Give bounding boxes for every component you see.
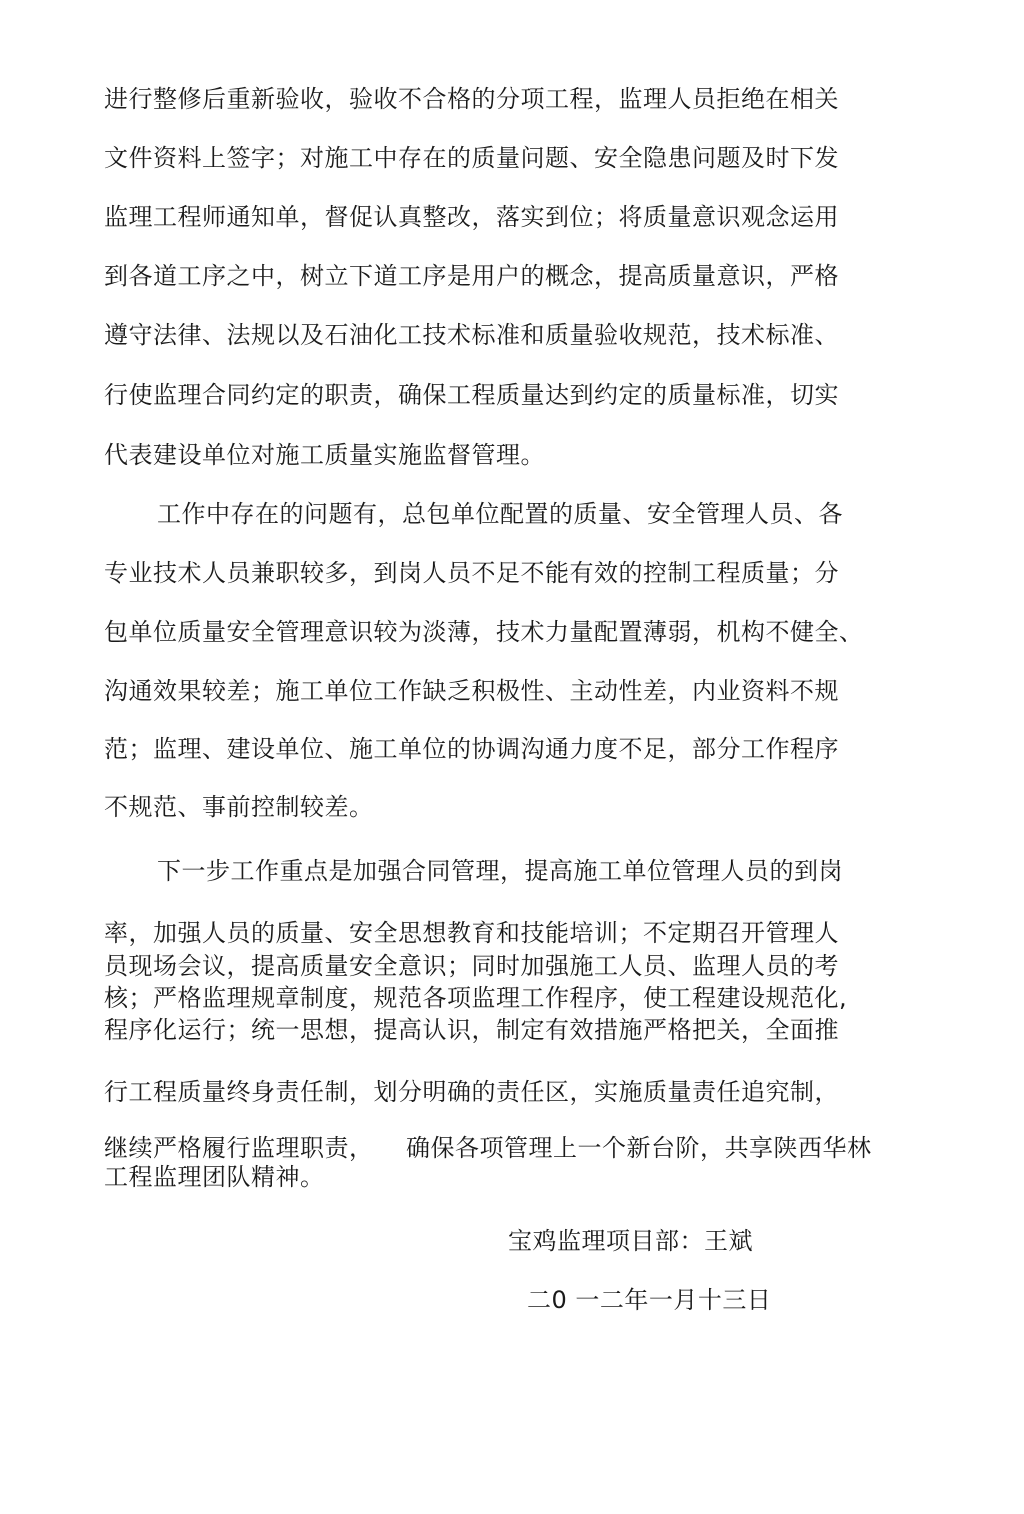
signature-date: 二0 一二年一月十三日 xyxy=(527,1286,772,1314)
text-line: 文件资料上签字；对施工中存在的质量问题、安全隐患问题及时下发 xyxy=(104,144,839,172)
text-line: 代表建设单位对施工质量实施监督管理。 xyxy=(104,441,545,469)
text-line: 程序化运行；统一思想，提高认识，制定有效措施严格把关，全面推 xyxy=(104,1016,839,1044)
text-line: 进行整修后重新验收，验收不合格的分项工程，监理人员拒绝在相关 xyxy=(104,85,839,113)
text-line: 包单位质量安全管理意识较为淡薄，技术力量配置薄弱，机构不健全、 xyxy=(104,618,864,646)
text-line: 行工程质量终身责任制，划分明确的责任区，实施质量责任追究制， xyxy=(104,1078,839,1106)
text-line: 下一步工作重点是加强合同管理，提高施工单位管理人员的到岗 xyxy=(157,857,843,885)
text-line: 工作中存在的问题有，总包单位配置的质量、安全管理人员、各 xyxy=(157,500,843,528)
text-line: 遵守法律、法规以及石油化工技术标准和质量验收规范，技术标准、 xyxy=(104,321,839,349)
text-line: 行使监理合同约定的职责，确保工程质量达到约定的质量标准，切实 xyxy=(104,381,839,409)
text-line: 工程监理团队精神。 xyxy=(104,1163,325,1191)
text-line: 继续严格履行监理职责， 确保各项管理上一个新台阶，共享陕西华林 xyxy=(104,1134,872,1162)
text-line: 不规范、事前控制较差。 xyxy=(104,793,374,821)
text-line: 监理工程师通知单，督促认真整改，落实到位；将质量意识观念运用 xyxy=(104,203,839,231)
text-line: 核；严格监理规章制度，规范各项监理工作程序，使工程建设规范化, xyxy=(104,984,848,1012)
text-line: 范；监理、建设单位、施工单位的协调沟通力度不足，部分工作程序 xyxy=(104,735,839,763)
signature-author: 宝鸡监理项目部：王斌 xyxy=(508,1227,753,1255)
text-line: 沟通效果较差；施工单位工作缺乏积极性、主动性差，内业资料不规 xyxy=(104,677,839,705)
text-line: 员现场会议，提高质量安全意识；同时加强施工人员、监理人员的考 xyxy=(104,952,839,980)
text-line: 到各道工序之中，树立下道工序是用户的概念，提高质量意识，严格 xyxy=(104,262,839,290)
text-line: 率，加强人员的质量、安全思想教育和技能培训；不定期召开管理人 xyxy=(104,919,839,947)
text-line: 专业技术人员兼职较多，到岗人员不足不能有效的控制工程质量；分 xyxy=(104,559,839,587)
